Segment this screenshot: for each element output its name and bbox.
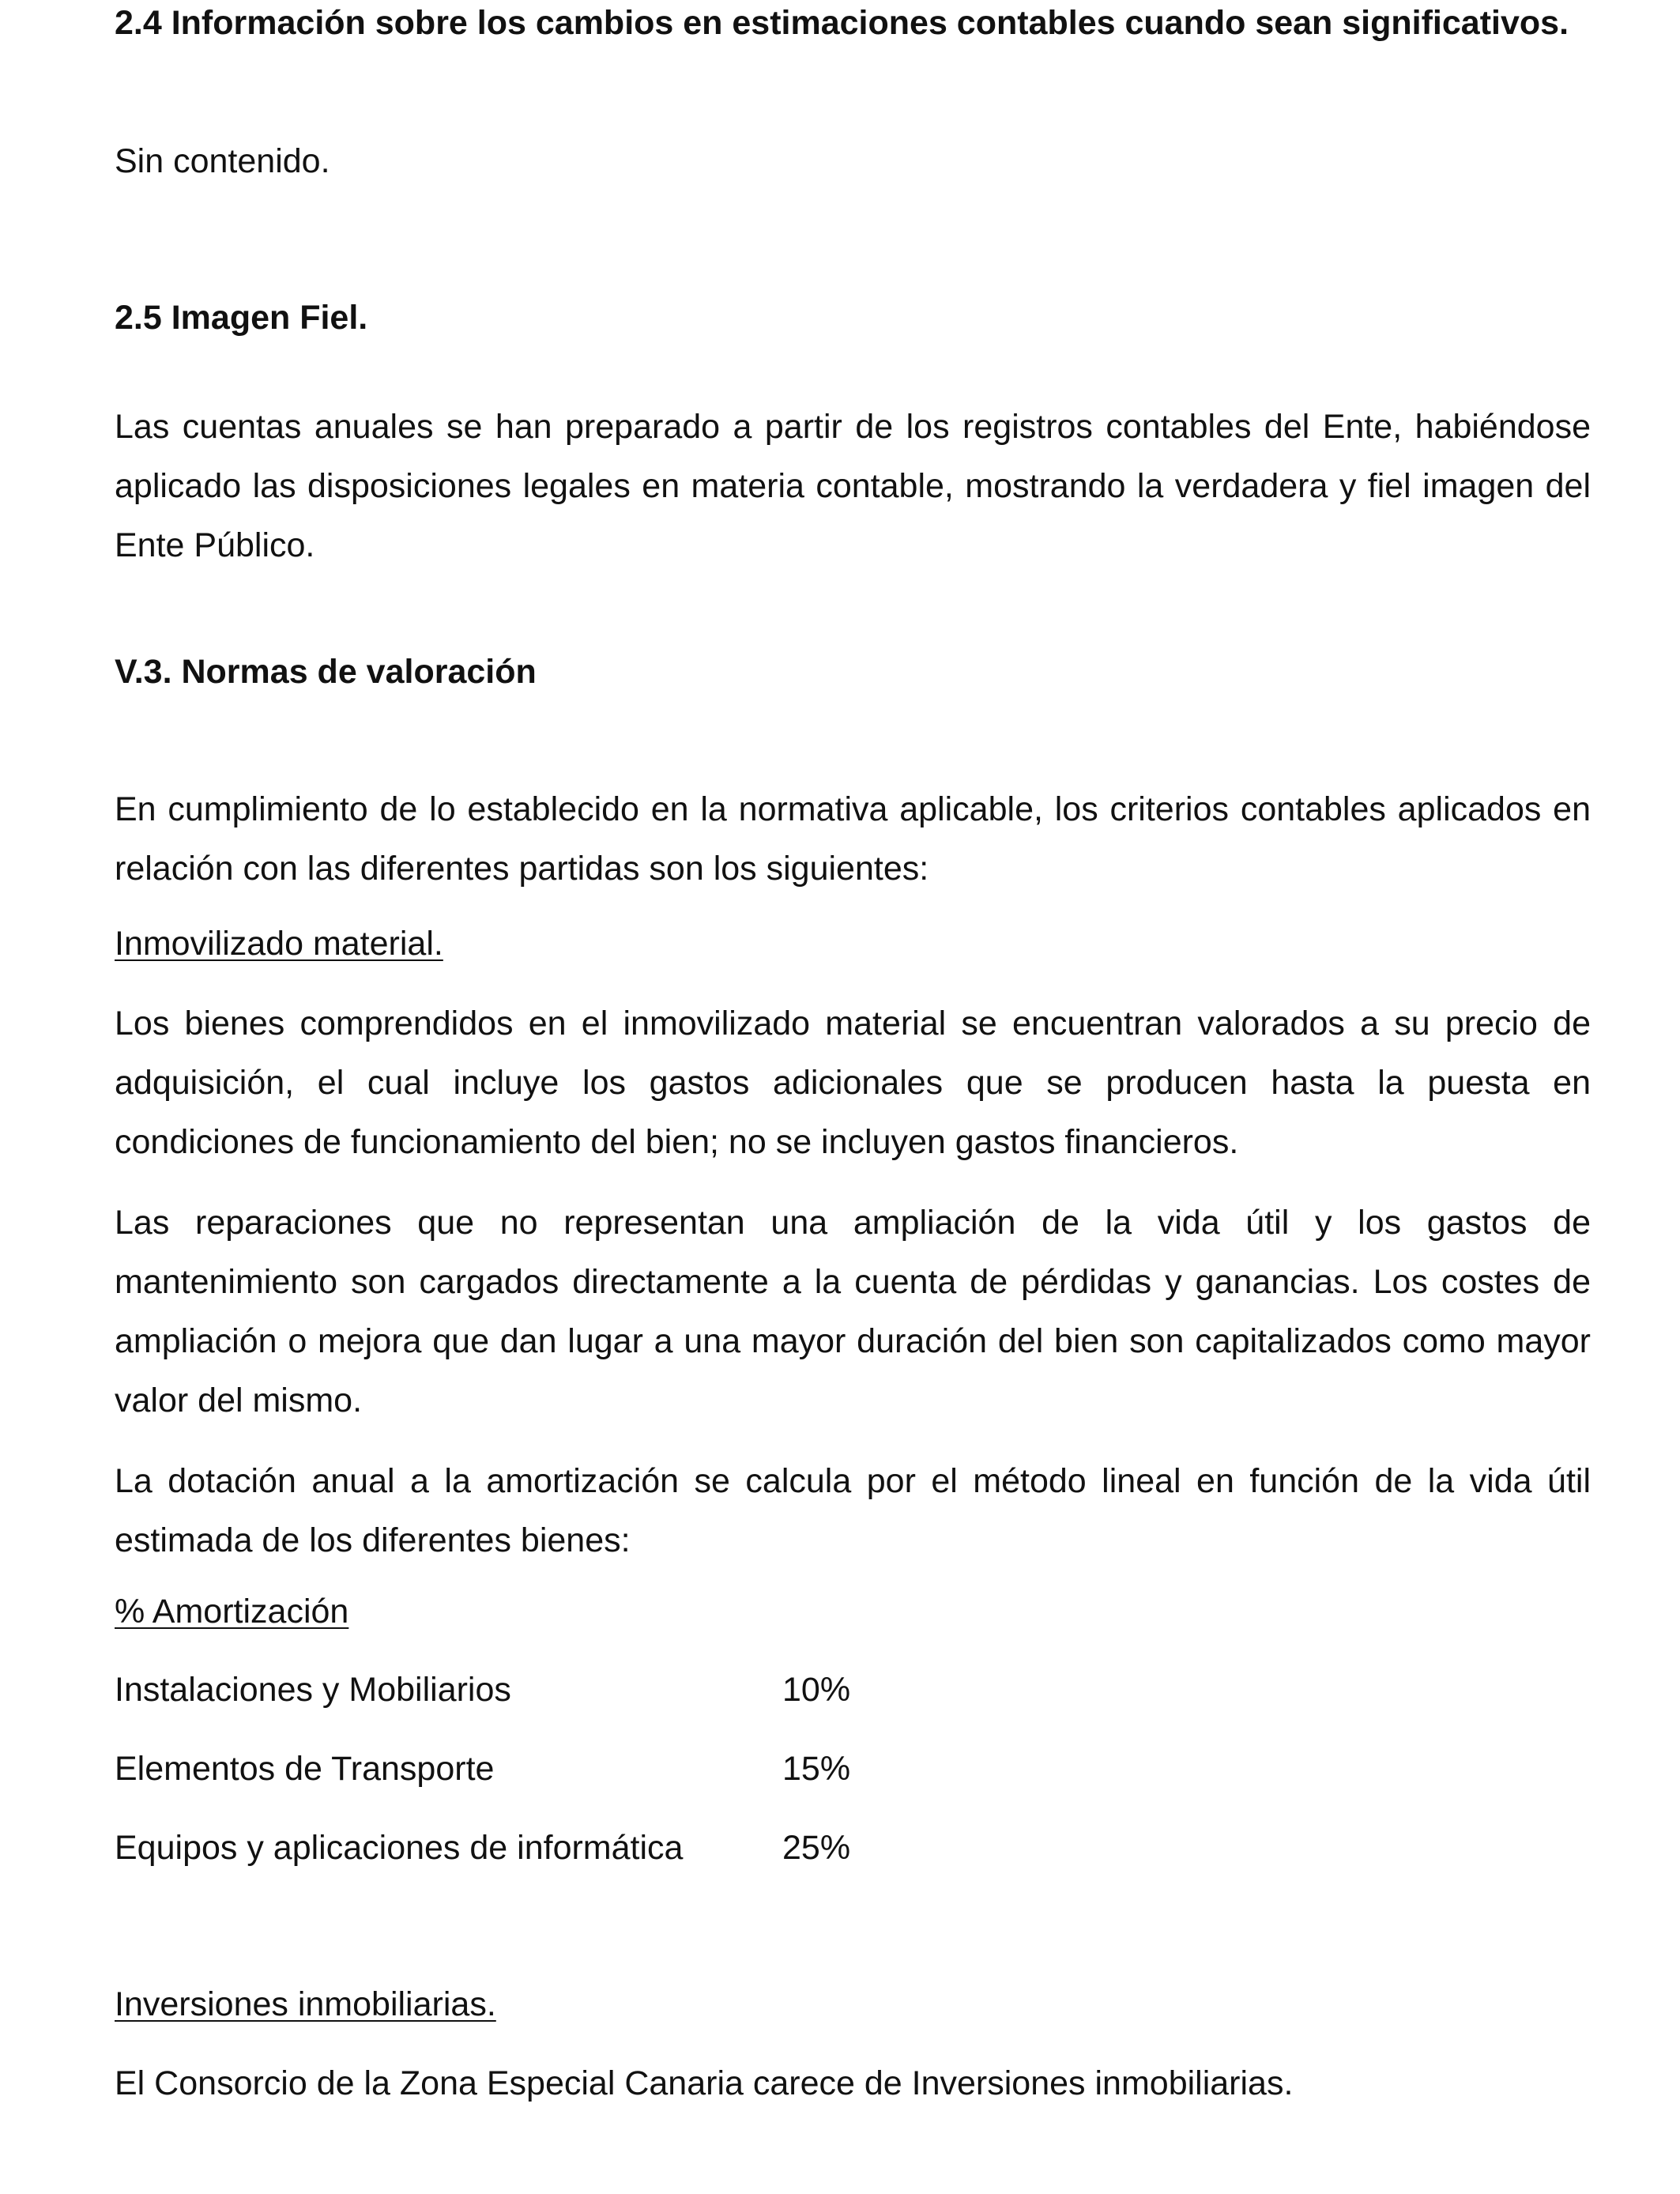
amortizacion-row-label: Elementos de Transporte (115, 1750, 495, 1788)
amortizacion-row-label: Instalaciones y Mobiliarios (115, 1671, 511, 1709)
section-v3-heading: V.3. Normas de valoración (115, 653, 537, 691)
inversiones-title: Inversiones inmobiliarias. (115, 1985, 496, 2023)
section-2-4-heading: 2.4 Información sobre los cambios en estimaciones contables cuando sean significativos. (115, 4, 1569, 42)
section-2-5-heading: 2.5 Imagen Fiel. (115, 299, 368, 337)
amortizacion-row-value: 15% (782, 1750, 851, 1788)
inmovilizado-paragraph-3: La dotación anual a la amortización se calcula por el método lineal en función de la vida útil estimada de los diferentes bienes: (115, 1462, 1591, 1559)
section-v3-intro: En cumplimiento de lo establecido en la normativa aplicable, los criterios contables aplicados en relación con las diferentes partidas son los siguientes: (115, 790, 1591, 888)
section-2-4-body: Sin contenido. (115, 142, 330, 180)
inmovilizado-title: Inmovilizado material. (115, 925, 443, 963)
amortizacion-row (115, 1671, 1063, 1718)
amortizacion-row-value: 10% (782, 1671, 851, 1709)
amortizacion-row-value: 25% (782, 1829, 851, 1867)
amortizacion-row (115, 1829, 1063, 1876)
amortizacion-row (115, 1750, 1063, 1797)
inmovilizado-paragraph-2: Las reparaciones que no representan una ampliación de la vida útil y los gastos de mantenimiento son cargados directamente a la cuenta de pérdidas y ganancias. Los costes de ampliación o mejora que dan lugar a una mayor duración del bien son capitalizados como mayor valor del mismo. (115, 1204, 1591, 1419)
inmovilizado-paragraph-1: Los bienes comprendidos en el inmovilizado material se encuentran valorados a su precio de adquisición, el cual incluye los gastos adicionales que se producen hasta la puesta en condiciones de funcionamiento del bien; no se incluyen gastos financieros. (115, 1005, 1591, 1161)
amortizacion-title: % Amortización (115, 1593, 349, 1630)
inversiones-body: El Consorcio de la Zona Especial Canaria carece de Inversiones inmobiliarias. (115, 2064, 1294, 2102)
section-2-5-body: Las cuentas anuales se han preparado a partir de los registros contables del Ente, habiéndose aplicado las disposiciones legales en materia contable, mostrando la verdadera y fiel imagen del Ente Público. (115, 408, 1591, 564)
amortizacion-row-label: Equipos y aplicaciones de informática (115, 1829, 684, 1867)
